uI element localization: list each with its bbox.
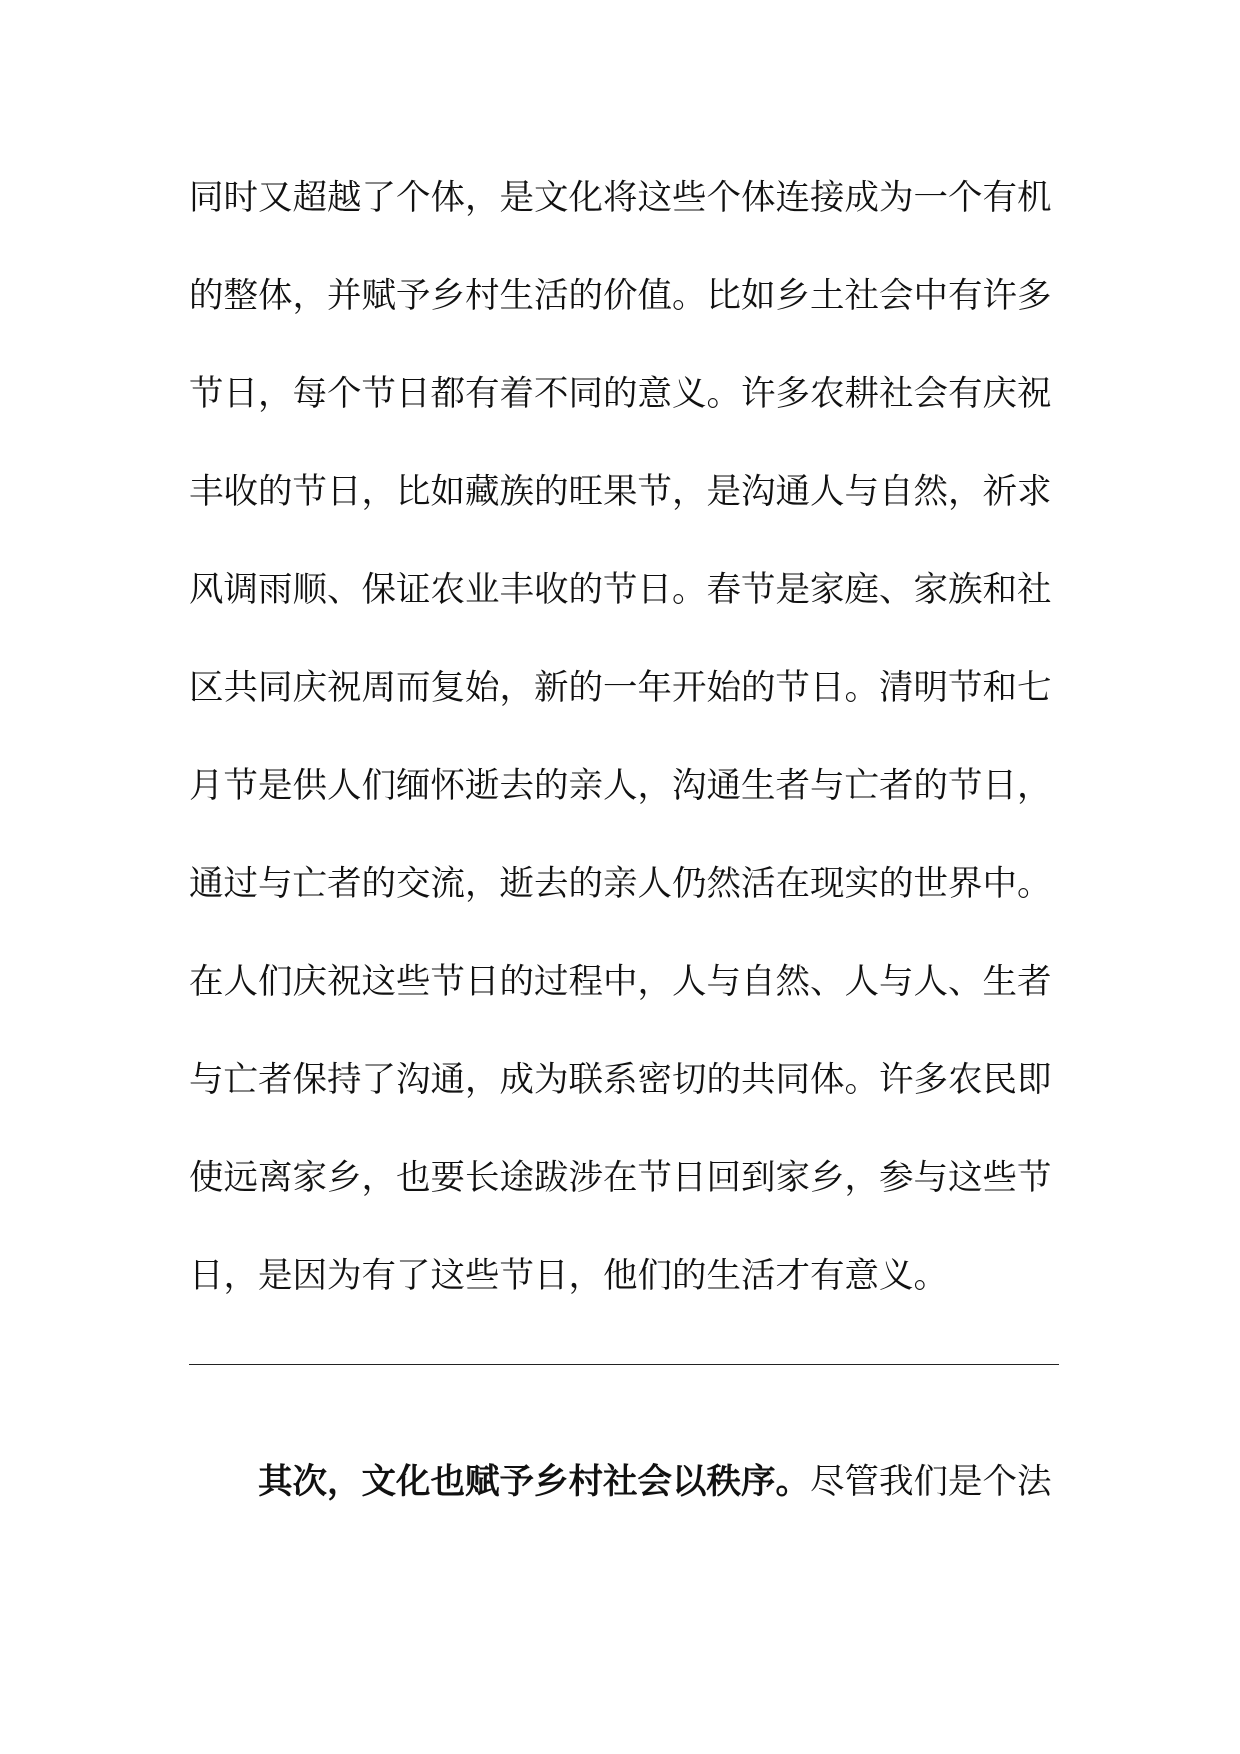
paragraph-line: 风调雨顺、保证农业丰收的节日。春节是家庭、家族和社 <box>189 570 1052 610</box>
paragraph-line: 的整体，并赋予乡村生活的价值。比如乡土社会中有许多 <box>189 276 1052 316</box>
paragraph-bold-lead: 其次，文化也赋予乡村社会以秩序。 <box>258 1462 810 1502</box>
section-divider <box>189 1364 1059 1365</box>
paragraph-line: 使远离家乡，也要长途跋涉在节日回到家乡，参与这些节 <box>189 1158 1052 1198</box>
paragraph-line: 在人们庆祝这些节日的过程中，人与自然、人与人、生者 <box>189 962 1052 1002</box>
body-paragraph <box>189 168 1059 1344</box>
paragraph-line: 日，是因为有了这些节日，他们的生活才有意义。 <box>189 1256 948 1296</box>
paragraph-line: 区共同庆祝周而复始，新的一年开始的节日。清明节和七 <box>189 668 1052 708</box>
paragraph-text: 尽管我们是个法 <box>810 1462 1052 1502</box>
paragraph-line: 节日，每个节日都有着不同的意义。许多农耕社会有庆祝 <box>189 374 1052 414</box>
paragraph-line: 丰收的节日，比如藏族的旺果节，是沟通人与自然，祈求 <box>189 472 1052 512</box>
paragraph-line: 通过与亡者的交流，逝去的亲人仍然活在现实的世界中。 <box>189 864 1052 904</box>
next-paragraph <box>189 1452 1059 1512</box>
paragraph-line: 与亡者保持了沟通，成为联系密切的共同体。许多农民即 <box>189 1060 1052 1100</box>
paragraph-line: 月节是供人们缅怀逝去的亲人，沟通生者与亡者的节日， <box>189 766 1052 806</box>
paragraph-line: 同时又超越了个体，是文化将这些个体连接成为一个有机 <box>189 178 1052 218</box>
